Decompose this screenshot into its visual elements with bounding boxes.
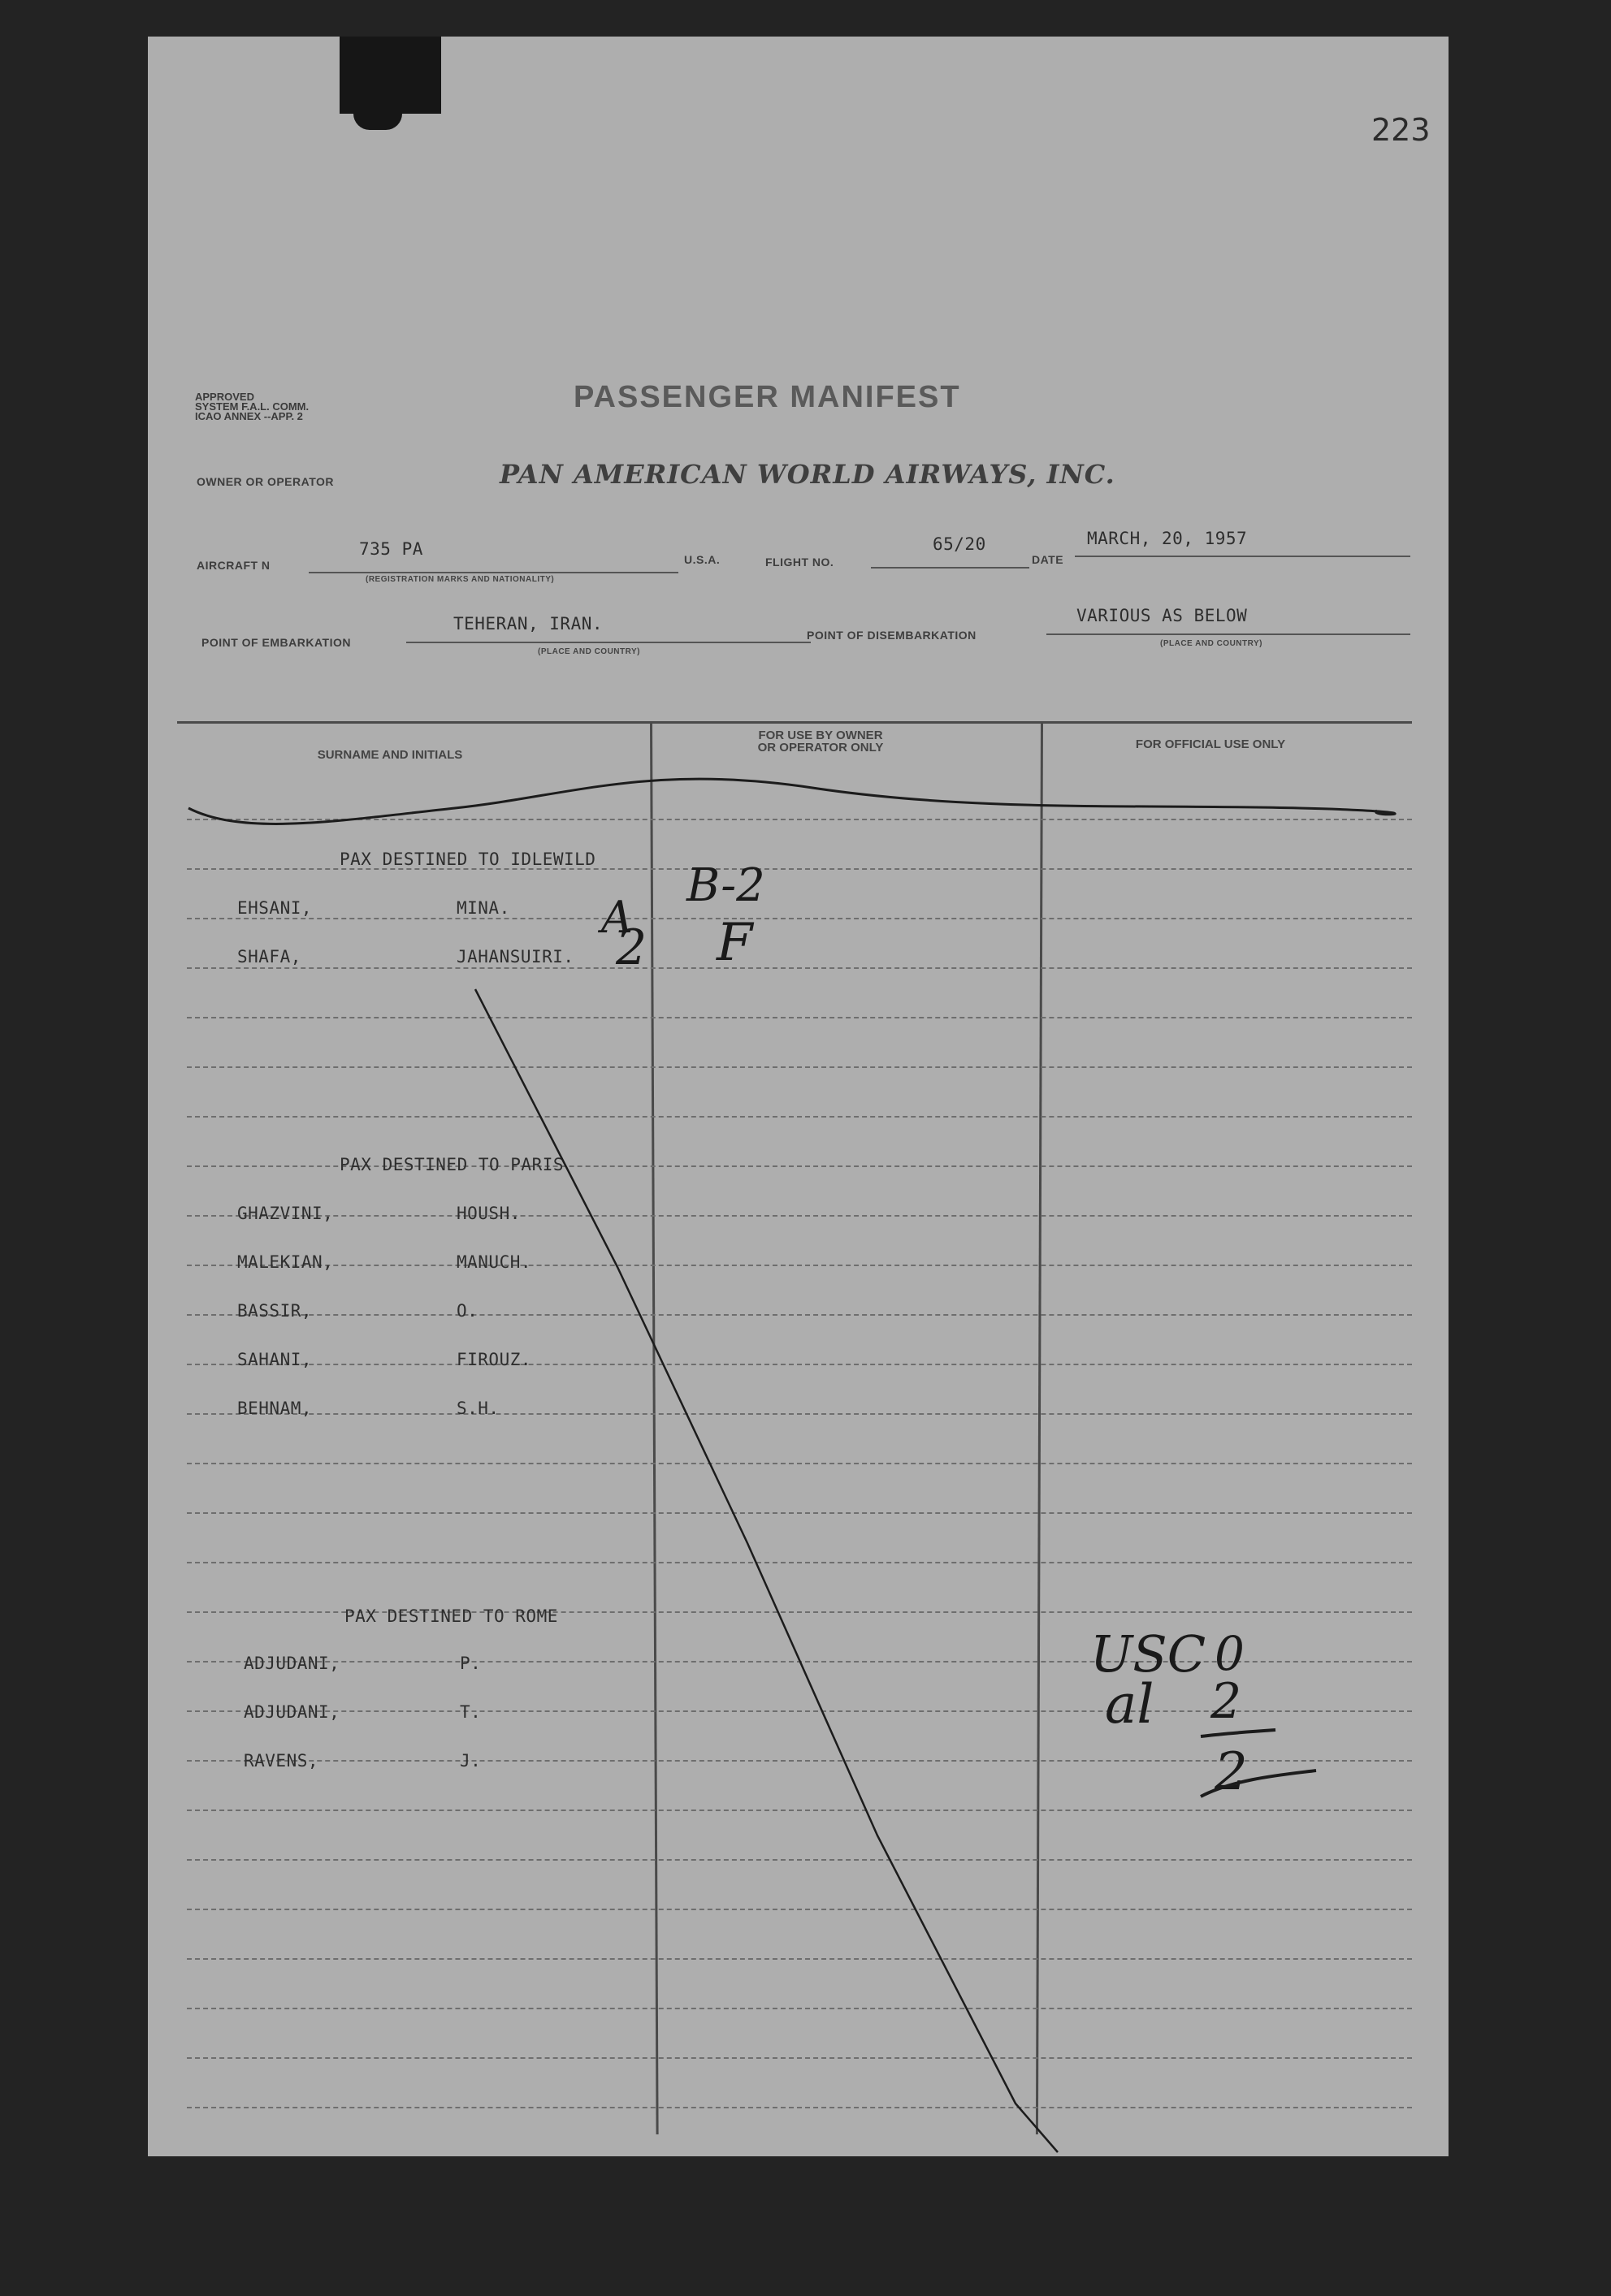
- passenger-surname: BEHNAM,: [237, 1399, 313, 1418]
- passenger-surname: EHSANI,: [237, 898, 313, 918]
- handwritten-note-2c: 2: [1215, 1742, 1248, 1802]
- owner-value: PAN AMERICAN WORLD AIRWAYS, INC.: [500, 459, 1115, 490]
- flight-label: FLIGHT NO.: [765, 556, 834, 569]
- embarkation-value: TEHERAN, IRAN.: [453, 614, 604, 633]
- passenger-surname: SHAFA,: [237, 947, 301, 966]
- approval-line: APPROVED: [195, 391, 254, 403]
- passenger-surname: GHAZVINI,: [237, 1204, 334, 1223]
- disembarkation-value: VARIOUS AS BELOW: [1076, 606, 1248, 625]
- date-value: MARCH, 20, 1957: [1087, 529, 1248, 548]
- owner-use-header-line: OR OPERATOR ONLY: [757, 741, 884, 755]
- passenger-given-name: MANUCH.: [457, 1252, 532, 1272]
- passenger-given-name: P.: [460, 1654, 482, 1673]
- passenger-surname: ADJUDANI,: [244, 1702, 340, 1722]
- passenger-surname: RAVENS,: [244, 1751, 319, 1771]
- passenger-given-name: MINA.: [457, 898, 510, 918]
- passenger-given-name: HOUSH.: [457, 1204, 521, 1223]
- passenger-given-name: T.: [460, 1702, 482, 1722]
- owner-label: OWNER OR OPERATOR: [197, 475, 334, 488]
- handwritten-note-0: 0: [1215, 1626, 1245, 1681]
- handwritten-note-a: A: [601, 892, 633, 943]
- aircraft-caption: (REGISTRATION MARKS AND NATIONALITY): [366, 575, 555, 584]
- handwritten-note-b2: B-2: [686, 859, 765, 912]
- handwritten-note-2b: 2: [1210, 1673, 1242, 1730]
- embarkation-label: POINT OF EMBARKATION: [201, 636, 351, 649]
- aircraft-label: AIRCRAFT N: [197, 559, 271, 572]
- group-heading: PAX DESTINED TO PARIS: [340, 1155, 565, 1174]
- flight-value: 65/20: [933, 534, 986, 554]
- handwritten-note-f: F: [717, 913, 753, 973]
- passenger-surname: BASSIR,: [237, 1301, 313, 1321]
- aircraft-value: 735 PA: [359, 539, 423, 559]
- nationality-value: U.S.A.: [684, 553, 721, 566]
- diagonal-strike-stroke: [475, 989, 1058, 2152]
- passenger-given-name: FIROUZ.: [457, 1350, 532, 1369]
- handwritten-note-2: 2: [616, 919, 647, 976]
- official-use-column-header: FOR OFFICIAL USE ONLY: [1135, 737, 1286, 751]
- form-title: PASSENGER MANIFEST: [574, 380, 961, 414]
- surname-column-header: SURNAME AND INITIALS: [317, 748, 463, 762]
- header-wave-stroke: [188, 779, 1395, 824]
- page-number: 223: [1371, 112, 1431, 148]
- handwritten-note-usc: USC: [1090, 1624, 1206, 1684]
- passenger-surname: SAHANI,: [237, 1350, 313, 1369]
- passenger-surname: MALEKIAN,: [237, 1252, 334, 1272]
- passenger-given-name: J.: [460, 1751, 482, 1771]
- owner-use-header-line: FOR USE BY OWNER: [758, 729, 883, 742]
- passenger-given-name: JAHANSUIRI.: [457, 947, 574, 966]
- underline-stroke: [1201, 1771, 1316, 1797]
- group-heading: PAX DESTINED TO ROME: [344, 1606, 558, 1626]
- embarkation-caption: (PLACE AND COUNTRY): [538, 647, 640, 656]
- date-label: DATE: [1032, 553, 1064, 566]
- underline-stroke: [1201, 1730, 1275, 1736]
- disembarkation-label: POINT OF DISEMBARKATION: [807, 629, 977, 642]
- passenger-surname: ADJUDANI,: [244, 1654, 340, 1673]
- group-heading: PAX DESTINED TO IDLEWILD: [340, 850, 596, 869]
- handwritten-note-al: al: [1105, 1673, 1154, 1736]
- passenger-given-name: O.: [457, 1301, 479, 1321]
- passenger-given-name: S.H.: [457, 1399, 500, 1418]
- approval-line: SYSTEM F.A.L. COMM.: [195, 400, 310, 413]
- approval-line: ICAO ANNEX --APP. 2: [195, 410, 303, 422]
- disembarkation-caption: (PLACE AND COUNTRY): [1160, 639, 1262, 648]
